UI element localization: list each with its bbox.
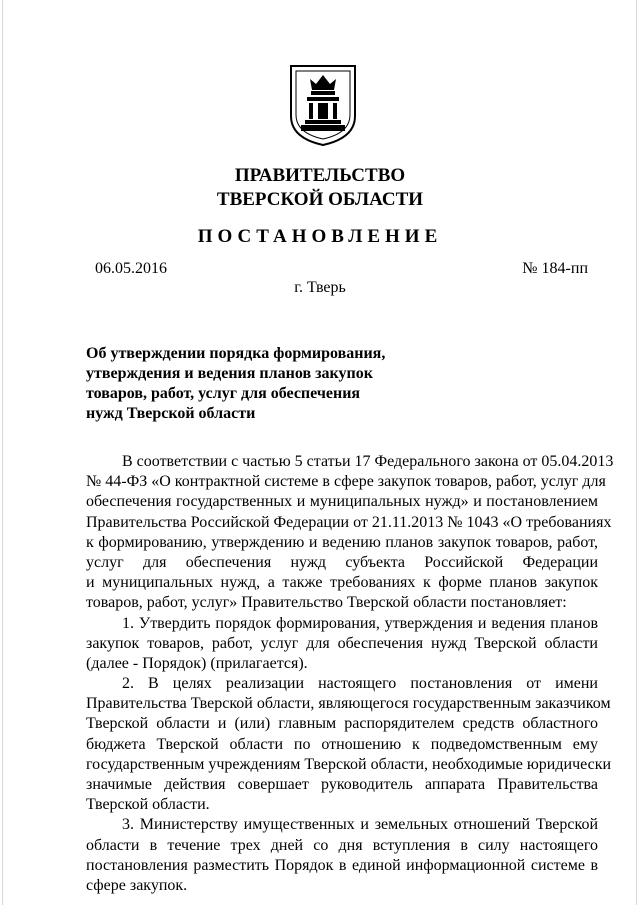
- body-line: 3. Министерству имущественных и земельных отношений Тверской: [122, 816, 598, 834]
- body-line: закупок товаров, работ, услуг для обеспечения нужд Тверской области: [86, 634, 598, 652]
- tver-coat-of-arms-icon: [287, 62, 359, 148]
- body-line: № 44-ФЗ «О контрактной системе в сфере закупок товаров, работ, услуг для: [86, 473, 606, 491]
- body-line: Тверской области и (или) главным распорядителем средств областного: [86, 715, 598, 733]
- document-type-title: ПОСТАНОВЛЕНИЕ: [197, 226, 443, 247]
- body-line: Правительства Тверской области, являющегося государственным заказчиком: [86, 695, 611, 713]
- document-subject: [86, 344, 385, 424]
- subject-line: утверждения и ведения планов закупок: [86, 365, 373, 382]
- subject-line: нужд Тверской области: [86, 405, 256, 422]
- body-line: значимые действия совершает руководитель аппарата Правительства: [86, 776, 598, 793]
- document-city: г. Тверь: [294, 279, 346, 296]
- subject-line: товаров, работ, услуг для обеспечения: [86, 385, 361, 402]
- scan-edge-left: [2, 0, 3, 905]
- body-line: области в течение трех дней со дня вступления в силу настоящего: [86, 836, 598, 854]
- body-line: сфере закупок.: [86, 876, 188, 894]
- body-line: 2. В целях реализации настоящего постановления от имени: [122, 675, 598, 693]
- body-line: 1. Утвердить порядок формирования, утверждения и ведения планов: [122, 614, 598, 632]
- body-line: Тверской области.: [86, 796, 210, 814]
- body-line: Правительства Российской Федерации от 21.11.2013 № 1043 «О требованиях: [86, 513, 612, 531]
- document-date: 06.05.2016: [95, 260, 167, 277]
- body-line: (далее - Порядок) (прилагается).: [86, 654, 308, 672]
- document-number: № 184-пп: [522, 260, 588, 277]
- organization-name-line1: ПРАВИТЕЛЬСТВО: [234, 165, 406, 186]
- body-line: услуг для обеспечения нужд субъекта Российской Федерации: [86, 553, 598, 571]
- body-line: В соответствии с частью 5 статьи 17 Федерального закона от 05.04.2013: [122, 453, 614, 470]
- body-line: бюджета Тверской области по отношению к подведомственным ему: [86, 735, 598, 753]
- subject-line: Об утверждении порядка формирования,: [86, 345, 386, 362]
- body-line: обеспечения государственных и муниципальных нужд» и постановлением: [86, 493, 598, 511]
- document-body: [86, 452, 614, 896]
- body-line: государственным учреждениям Тверской области, необходимые юридически: [86, 755, 612, 773]
- organization-name-line2: ТВЕРСКОЙ ОБЛАСТИ: [216, 189, 424, 210]
- body-line: товаров, работ, услуг» Правительство Тверской области постановляет:: [86, 594, 567, 612]
- body-line: постановления разместить Порядок в единой информационной системе в: [86, 856, 598, 874]
- scan-edge-right: [636, 0, 637, 905]
- body-line: и муниципальных нужд, а также требованиях к форме планов закупок: [86, 574, 598, 592]
- body-line: к формированию, утверждению и ведению планов закупок товаров, работ,: [86, 533, 598, 551]
